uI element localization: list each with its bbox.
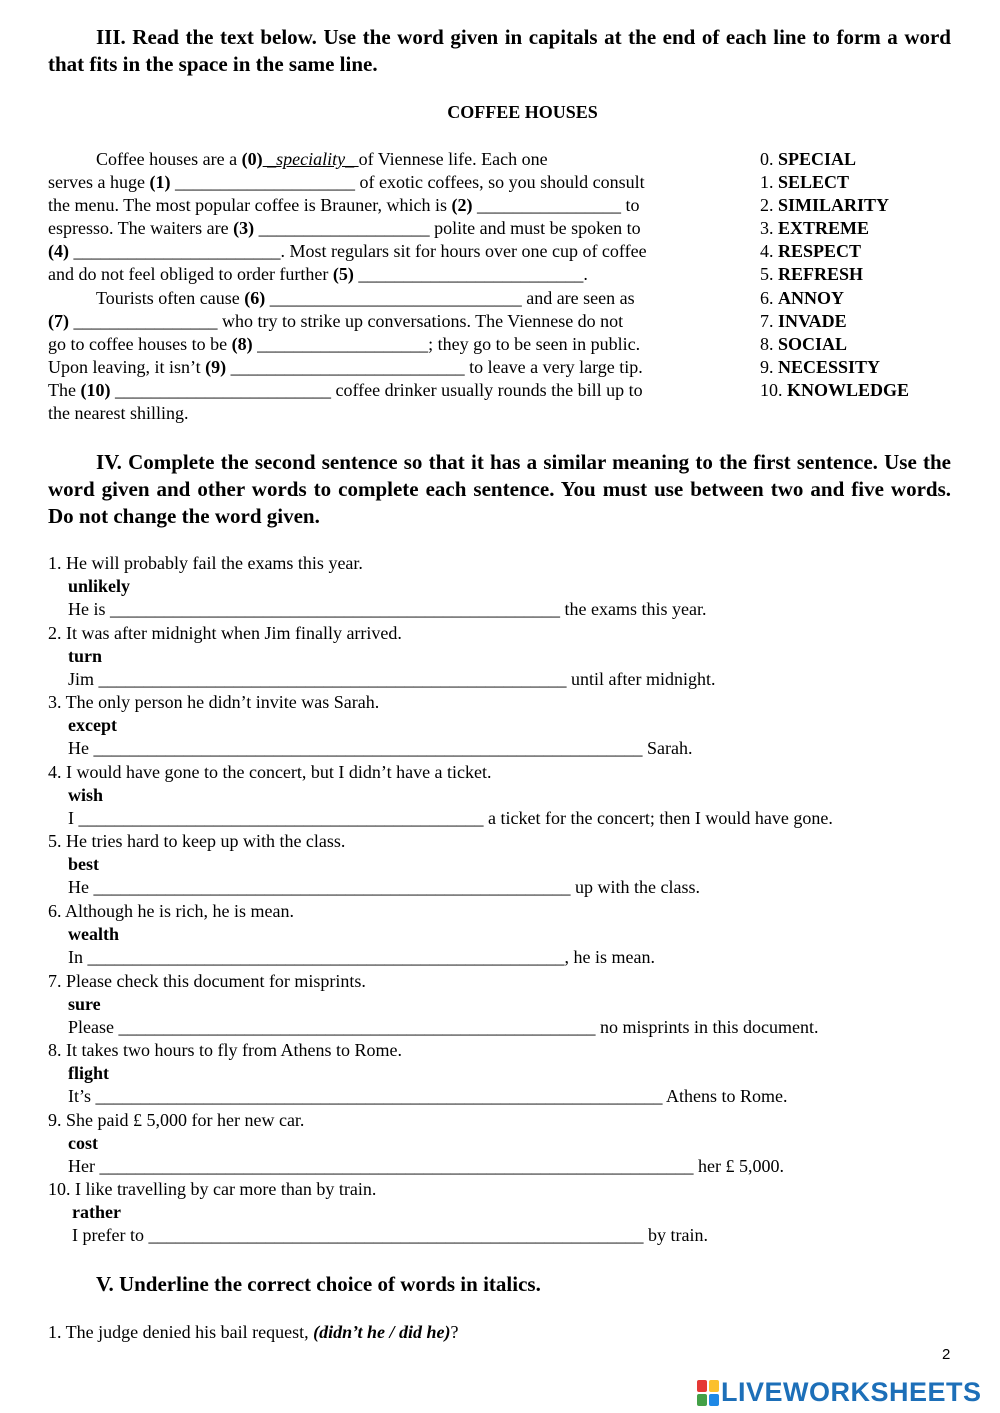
gap-blank[interactable]: ___________________ xyxy=(254,218,435,238)
answer-blank[interactable]: __________________________________________________________________ xyxy=(99,1155,694,1176)
transform-question: 5. He tries hard to keep up with the class. xyxy=(48,831,346,852)
capital-word: NECESSITY xyxy=(778,357,881,377)
answer-end: Sarah. xyxy=(642,738,693,759)
answer-blank[interactable]: _____________________________________________ xyxy=(78,807,484,828)
word-number: 10. xyxy=(760,380,783,400)
page-number: 2 xyxy=(942,1346,951,1363)
transform-question: 7. Please check this document for misprints. xyxy=(48,970,366,991)
answer-start: Jim xyxy=(68,668,99,689)
capital-word: SOCIAL xyxy=(778,334,848,354)
word-number: 6. xyxy=(760,288,774,308)
transform-question: 3. The only person he didn’t invite was Sarah. xyxy=(48,692,380,713)
answer-line xyxy=(68,1016,818,1039)
gap-number: (4) xyxy=(48,241,69,261)
word-list-item xyxy=(760,194,889,217)
key-word: except xyxy=(68,715,117,736)
transform-question: 1. He will probably fail the exams this year. xyxy=(48,553,363,573)
line-text: . Most regulars sit for hours over one cup of coffee xyxy=(280,241,647,261)
gap-blank[interactable]: ____________________________ xyxy=(265,288,527,308)
line-text: ; they go to be seen in public. xyxy=(428,334,641,354)
word-number: 3. xyxy=(760,218,774,238)
answer-line xyxy=(68,668,716,691)
gap-number: (2) xyxy=(451,195,473,215)
gap-number: (1) xyxy=(149,172,171,192)
gap-number: (3) xyxy=(233,218,255,238)
passage-line xyxy=(48,356,643,379)
choice-options[interactable]: (didn’t he / did he) xyxy=(313,1322,451,1342)
line-text: and do not feel obliged to order further xyxy=(48,264,333,284)
passage-line xyxy=(48,379,643,402)
answer-end: by train. xyxy=(643,1225,708,1246)
transform-question: 2. It was after midnight when Jim finally arrived. xyxy=(48,622,402,643)
key-word: cost xyxy=(68,1132,98,1153)
word-number: 4. xyxy=(760,241,774,261)
answer-blank[interactable]: _______________________________________________________________ xyxy=(95,1086,663,1107)
capital-word: REFRESH xyxy=(778,264,864,284)
line-text: Upon leaving, it isn’t xyxy=(48,357,206,377)
passage-line xyxy=(48,194,640,217)
word-list-item xyxy=(760,310,847,333)
line-text: to leave a very large tip. xyxy=(469,357,643,377)
answer-blank[interactable]: _____________________________________________________ xyxy=(93,877,571,898)
gap-number: (0) xyxy=(241,149,263,169)
word-number: 2. xyxy=(760,195,774,215)
answer-end: Athens to Rome. xyxy=(662,1086,788,1107)
transform-question: 8. It takes two hours to fly from Athens to Rome. xyxy=(48,1040,402,1061)
answer-start: He xyxy=(68,738,94,759)
gap-blank[interactable]: ________________________ xyxy=(110,380,336,400)
passage-line xyxy=(48,333,640,356)
line-text: espresso. The waiters are xyxy=(48,218,234,238)
answer-line xyxy=(68,1155,784,1178)
gap-blank[interactable]: __________________________ xyxy=(226,357,470,377)
transform-question: 4. I would have gone to the concert, but I didn’t have a ticket. xyxy=(48,761,492,782)
capital-word: ANNOY xyxy=(778,288,844,308)
key-word: wealth xyxy=(68,924,119,944)
answer-start: In xyxy=(68,947,88,967)
passage-line xyxy=(96,148,548,171)
capital-word: SIMILARITY xyxy=(778,195,890,215)
line-text: Coffee houses are a xyxy=(96,149,242,169)
answer-line xyxy=(68,598,706,621)
passage-line xyxy=(48,310,623,333)
answer-start: Her xyxy=(68,1155,100,1176)
capital-word: KNOWLEDGE xyxy=(787,380,910,400)
answer-start: I prefer to xyxy=(72,1225,149,1246)
gap-number: (5) xyxy=(332,264,354,284)
line-text: and are seen as xyxy=(526,288,635,308)
line-text: the menu. The most popular coffee is Brauner, which is xyxy=(48,195,452,215)
word-list-item xyxy=(760,263,863,286)
answer-start: I xyxy=(68,807,79,828)
word-list-item xyxy=(760,148,856,171)
gap-blank[interactable]: ________________ xyxy=(69,311,222,331)
word-number: 0. xyxy=(760,149,774,169)
line-text: serves a huge xyxy=(48,172,150,192)
gap-blank[interactable]: _______________________ xyxy=(69,241,281,261)
word-number: 1. xyxy=(760,172,774,192)
line-text: go to coffee houses to be xyxy=(48,334,232,354)
capital-word: INVADE xyxy=(778,311,847,331)
key-word: best xyxy=(68,854,99,875)
answer-blank[interactable]: __________________________________________________ xyxy=(110,599,560,619)
gap-blank[interactable]: ________________ xyxy=(472,195,626,215)
liveworksheets-logo xyxy=(697,1377,982,1408)
key-word: wish xyxy=(68,784,104,805)
section-5-question-1 xyxy=(48,1321,458,1344)
logo-text: LIVEWORKSHEETS xyxy=(721,1377,982,1407)
answer-start: He is xyxy=(68,599,110,619)
word-number: 5. xyxy=(760,264,774,284)
line-text: of exotic coffees, so you should consult xyxy=(359,172,645,192)
gap-number: (8) xyxy=(231,334,253,354)
section-4-title: IV. Complete the second sentence so that it has a similar meaning to the first sentence. Use the word given and other words to complete each sentence. You must use between two and five words. Do not change the word given. xyxy=(48,450,951,528)
question-text: 1. The judge denied his bail request, xyxy=(48,1322,314,1342)
line-text: to xyxy=(625,195,640,215)
gap-blank[interactable]: ___________________ xyxy=(252,334,429,354)
key-word: flight xyxy=(68,1063,110,1084)
passage-line xyxy=(48,240,647,263)
key-word: rather xyxy=(72,1202,121,1223)
answer-line xyxy=(68,946,655,969)
answer-line xyxy=(68,1085,788,1108)
passage-line xyxy=(48,171,645,194)
answer-line xyxy=(68,807,833,830)
line-text: Tourists often cause xyxy=(96,288,245,308)
line-text: coffee drinker usually rounds the bill up to xyxy=(335,380,643,400)
transform-question: 9. She paid £ 5,000 for her new car. xyxy=(48,1109,305,1130)
answer-start: It’s xyxy=(68,1086,96,1107)
answer-end: until after midnight. xyxy=(566,668,716,689)
gap-blank[interactable]: _speciality_ xyxy=(262,149,359,169)
capital-word: SPECIAL xyxy=(778,149,857,169)
capital-word: EXTREME xyxy=(778,218,870,238)
key-word: sure xyxy=(68,993,101,1014)
word-list-item xyxy=(760,287,844,310)
word-list-item xyxy=(760,356,880,379)
answer-blank[interactable]: ____________________________________________________ xyxy=(98,668,567,689)
gap-number: (7) xyxy=(48,311,69,331)
word-number: 9. xyxy=(760,357,774,377)
line-text: of Viennese life. Each one xyxy=(358,149,548,169)
word-number: 7. xyxy=(760,311,774,331)
answer-end: her £ 5,000. xyxy=(693,1155,784,1176)
answer-line xyxy=(68,876,700,899)
answer-end: a ticket for the concert; then I would have gone. xyxy=(483,807,833,828)
answer-end: no misprints in this document. xyxy=(595,1016,819,1037)
answer-line xyxy=(72,1224,708,1247)
passage-line xyxy=(48,217,641,240)
gap-blank[interactable]: ____________________ xyxy=(170,172,360,192)
gap-number: (10) xyxy=(80,380,111,400)
answer-end: , he is mean. xyxy=(564,947,655,967)
key-word: turn xyxy=(68,645,103,666)
question-mark: ? xyxy=(450,1322,459,1342)
word-list-item xyxy=(760,240,861,263)
transform-question: 10. I like travelling by car more than by train. xyxy=(48,1179,377,1200)
passage-heading: COFFEE HOUSES xyxy=(447,102,598,122)
answer-blank[interactable]: _____________________________________________________ xyxy=(118,1016,596,1037)
answer-line xyxy=(68,737,692,760)
capital-word: RESPECT xyxy=(778,241,862,261)
capital-word: SELECT xyxy=(778,172,850,192)
answer-blank[interactable]: _______________________________________________________ xyxy=(148,1225,644,1246)
answer-end: the exams this year. xyxy=(560,599,707,619)
passage-line xyxy=(48,402,188,425)
answer-start: Please xyxy=(68,1016,119,1037)
word-list-item xyxy=(760,333,847,356)
section-5-title: V. Underline the correct choice of words in italics. xyxy=(96,1272,541,1296)
passage-line xyxy=(48,263,588,286)
word-number: 8. xyxy=(760,334,774,354)
section-3-title: III. Read the text below. Use the word given in capitals at the end of each line to form a word that fits in the space in the same line. xyxy=(48,25,951,76)
answer-end: up with the class. xyxy=(570,877,700,898)
answer-start: He xyxy=(68,877,94,898)
answer-blank[interactable]: _____________________________________________________ xyxy=(87,947,565,967)
transform-question: 6. Although he is rich, he is mean. xyxy=(48,901,294,921)
answer-blank[interactable]: _____________________________________________________________ xyxy=(93,738,643,759)
line-text: the nearest shilling. xyxy=(48,403,189,423)
key-word: unlikely xyxy=(68,576,131,596)
line-text: . xyxy=(583,264,588,284)
gap-number: (6) xyxy=(244,288,266,308)
line-text: who try to strike up conversations. The Viennese do not xyxy=(222,311,624,331)
line-text: The xyxy=(48,380,81,400)
word-list-item xyxy=(760,171,849,194)
word-list-item xyxy=(760,217,869,240)
logo-mark-icon xyxy=(697,1380,719,1406)
word-list-item xyxy=(760,379,909,402)
gap-blank[interactable]: _________________________ xyxy=(353,264,584,284)
line-text: polite and must be spoken to xyxy=(434,218,641,238)
passage-line xyxy=(96,287,635,310)
gap-number: (9) xyxy=(205,357,227,377)
